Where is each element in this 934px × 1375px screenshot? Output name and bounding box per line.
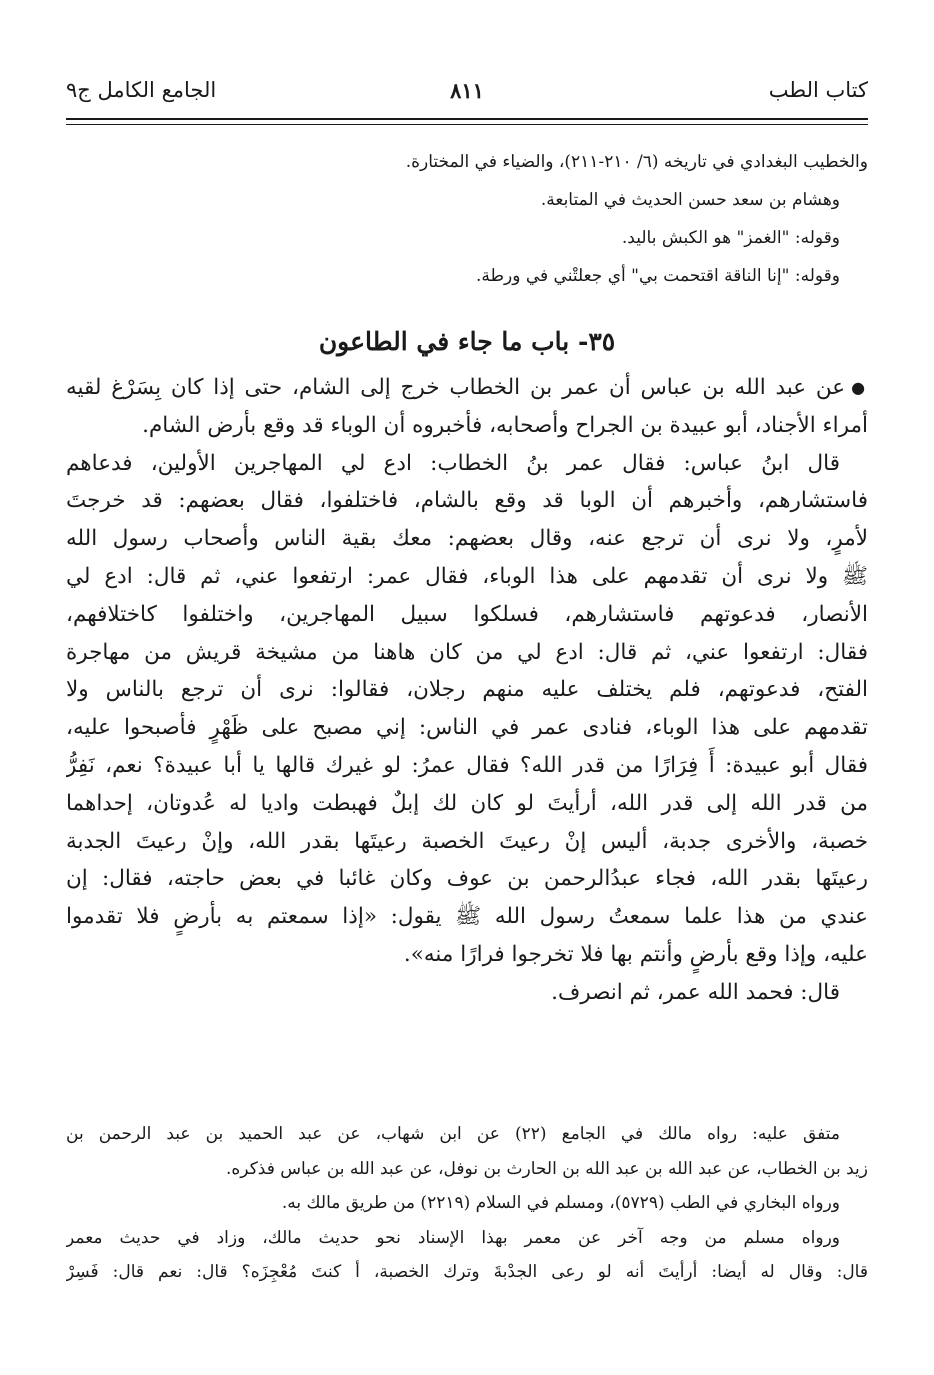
hadith-line: قال: فحمد الله عمر، ثم انصرف. xyxy=(551,979,840,1005)
hadith-line: فقال: ارتفعوا عني، ثم قال: ادع لي من كان هاهنا من مشيخة قريش من مهاجرة xyxy=(66,639,868,665)
page-number: ٨١١ xyxy=(450,78,484,103)
hadith-line-text: عن عبد الله بن عباس أن عمر بن الخطاب خرج إلى الشام، حتى إذا كان بِسَرْغ لقيه xyxy=(66,375,846,400)
note-line: والخطيب البغدادي في تاريخه (٦/ ٢١٠-٢١١)، والضياء في المختارة. xyxy=(405,152,868,172)
source-note-line: ورواه مسلم من وجه آخر عن معمر بهذا الإسناد نحو حديث مالك، وزاد في حديث معمر xyxy=(66,1227,840,1248)
note-line: وقوله: "إنا الناقة اقتحمت بي" أي جعلتْني في ورطة. xyxy=(475,266,840,286)
hadith-line: رعيتَها بقدر الله، فجاء عبدُالرحمن بن عوف وكان غائبا في بعض حاجته، فقال: إن xyxy=(66,866,868,892)
source-note-line: متفق عليه: رواه مالك في الجامع (٢٢) عن ابن شهاب، عن عبد الحميد بن عبد الرحمن بن xyxy=(66,1124,840,1144)
hadith-line: الأنصار، فدعوتهم فاستشارهم، فسلكوا سبيل المهاجرين، واختلفوا كاختلافهم، xyxy=(66,601,868,627)
hadith-line: عليه، وإذا وقع بأرضٍ وأنتم بها فلا تخرجوا فرارًا منه». xyxy=(403,942,868,968)
note-line: وقوله: "الغمز" هو الكبش باليد. xyxy=(621,228,840,248)
hadith-line: لأمرٍ، ولا نرى أن ترجع عنه، وقال بعضهم: معك بقية الناس وأصحاب رسول الله xyxy=(66,526,868,552)
source-note-line: قال: وقال له أيضا: أرأيتَ أنه لو رعى الجدْبةَ وترك الخصبة، أ كنتَ مُعْجِزَه؟ قال: نعم قال: فَسِرْ xyxy=(66,1262,868,1282)
source-notes xyxy=(66,1117,868,1290)
hadith-line: فقال أبو عبيدة: أَ فِرَارًا من قدر الله؟ فقال عمرُ: لو غيرك قالها يا أبا عبيدة؟ نعم، نَفِرُّ xyxy=(66,753,868,779)
hadith-line: خصبة، والأخرى جدبة، أليس إنْ رعيتَ الخصبة رعيتَها بقدر الله، وإنْ رعيتَ الجدبة xyxy=(66,828,868,854)
hadith-line: ﷺ ولا نرى أن تقدمهم على هذا الوباء، فقال عمر: ارتفعوا عني، ثم قال: ادع لي xyxy=(66,564,868,590)
hadith-line: عندي من هذا علما سمعتُ رسول الله ﷺ يقول: «إذا سمعتم به بأرضٍ فلا تقدموا xyxy=(66,904,868,930)
series-title: الجامع الكامل ج٩ xyxy=(66,78,217,102)
book-title: كتاب الطب xyxy=(768,78,868,102)
bullet-icon: ● xyxy=(851,378,868,398)
hadith-line xyxy=(66,369,868,407)
source-note-line: ورواه البخاري في الطب (٥٧٢٩)، ومسلم في السلام (٢٢١٩) من طريق مالك به. xyxy=(281,1193,840,1213)
hadith-line: قال ابنُ عباس: فقال عمر بنُ الخطاب: ادع لي المهاجرين الأولين، فدعاهم xyxy=(66,450,840,476)
hadith-line: فاستشارهم، وأخبرهم أن الوبا قد وقع بالشام، فاختلفوا، فقال بعضهم: قد خرجتَ xyxy=(66,488,868,514)
source-note-line: زيد بن الخطاب، عن عبد الله بن عبد الله بن الحارث بن نوفل، عن عبد الله بن عباس فذكره. xyxy=(226,1158,868,1179)
hadith-line: من قدر الله إلى قدر الله، أرأيتَ لو كان لك إبلٌ فهبطت واديا له عُدوتان، إحداهما xyxy=(66,790,868,816)
top-notes xyxy=(66,143,868,295)
running-head xyxy=(66,78,868,112)
hadith-line: تقدمهم على هذا الوباء، فنادى عمر في الناس: إني مصبح على ظَهْرٍ فأصبحوا عليه، xyxy=(66,715,868,741)
note-line: وهشام بن سعد حسن الحديث في المتابعة. xyxy=(540,190,840,210)
hadith-text xyxy=(66,369,868,1012)
chapter-heading: ٣٥- باب ما جاء في الطاعون xyxy=(318,327,616,356)
hadith-line: أمراء الأجناد، أبو عبيدة بن الجراح وأصحابه، فأخبروه أن الوباء قد وقع بأرض الشام. xyxy=(142,412,868,438)
hadith-line: الفتح، فدعوتهم، فلم يختلف عليه منهم رجلان، فقالوا: نرى أن ترجع بالناس ولا xyxy=(66,677,868,703)
header-rule-thin xyxy=(66,124,868,125)
header-rule-thick xyxy=(66,118,868,120)
